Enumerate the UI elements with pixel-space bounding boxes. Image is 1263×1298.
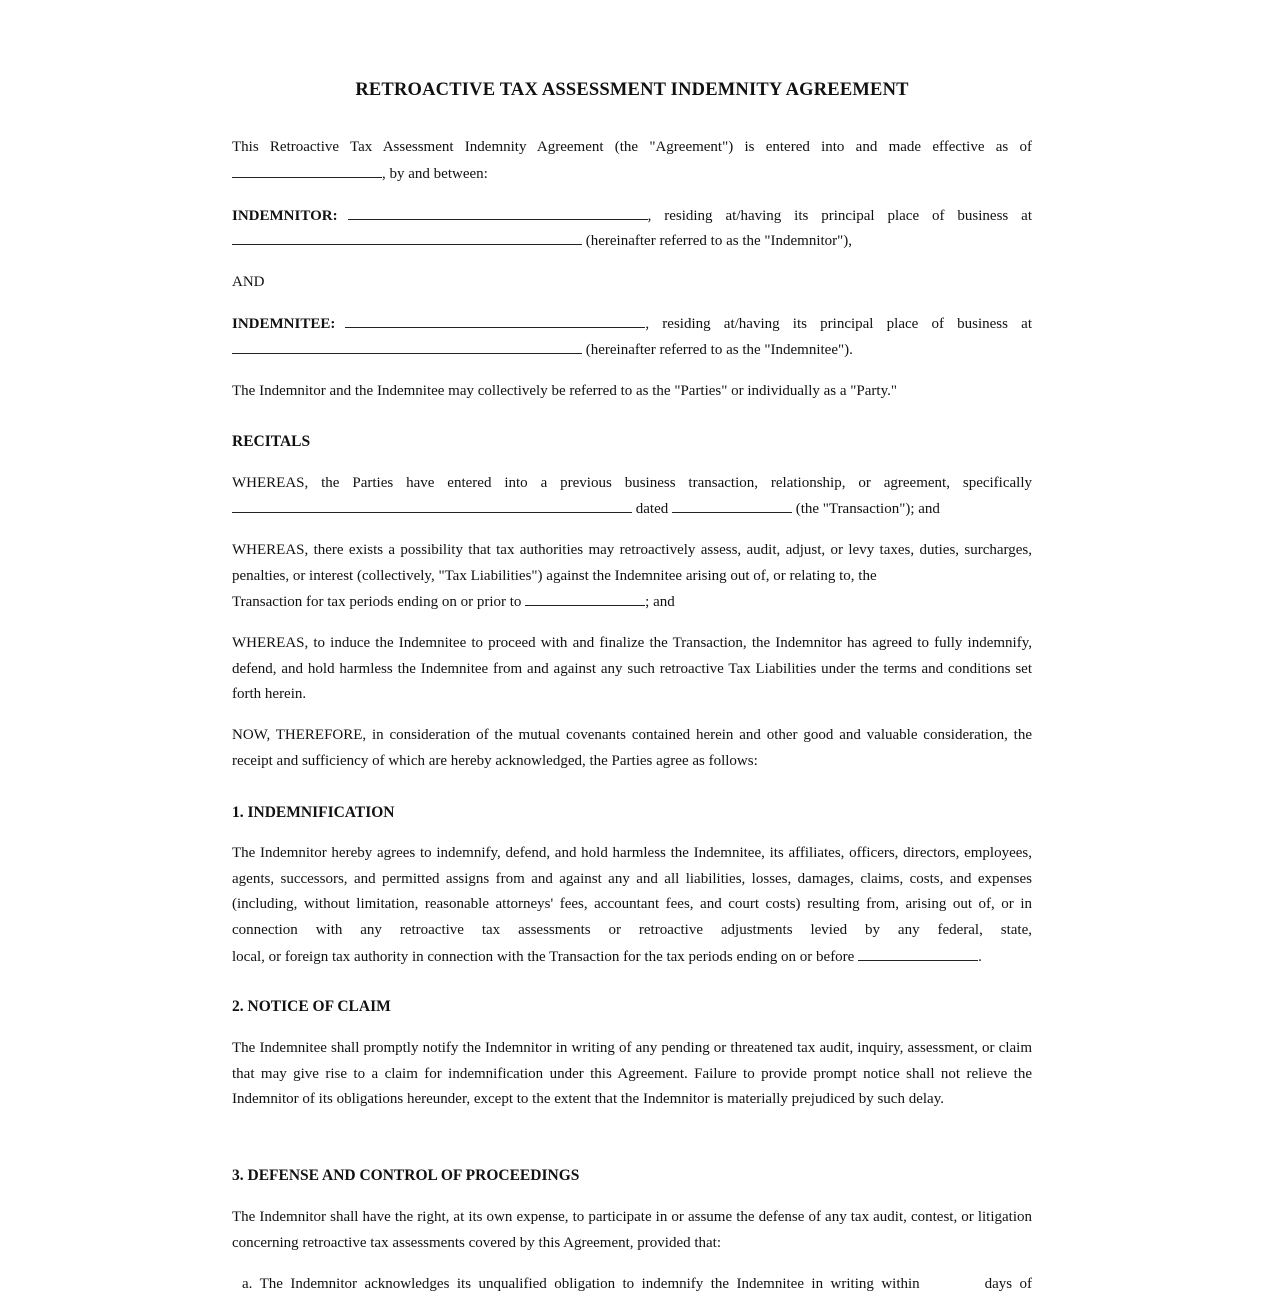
indemnitor-hereinafter: (hereinafter referred to as the "Indemnitor"),: [585, 233, 853, 249]
intro-line-2: [232, 161, 1032, 188]
indemnitee-residing: , residing at/having its principal place of business at: [645, 316, 1032, 332]
section-1-end: .: [978, 949, 982, 965]
item-a-end: days of: [984, 1276, 1032, 1292]
transaction-description-field[interactable]: [232, 496, 632, 513]
section-1-body: The Indemnitor hereby agrees to indemnify, defend, and hold harmless the Indemnitee, its affiliates, officers, directors, employees, agents, successors, and permitted assigns from and against any and all liabilities, losses, damages, claims, costs, and expenses (including, without limitation, reasonable attorneys' fees, accountant fees, and court costs) resulting from, arising out of, or in connection with any retroactive tax assessments or retroactive adjustments levied by any federal, state,: [232, 845, 1032, 938]
whereas-1-line-2: [232, 496, 1032, 523]
whereas-2-text: WHEREAS, there exists a possibility that tax authorities may retroactively assess, audit, adjust, or levy taxes, duties, surcharges, penalties, or interest (collectively, "Tax Liabilities") against the Indemnitee arising out of, or relating to, the: [232, 542, 1032, 584]
section-1-last-line-text: local, or foreign tax authority in connection with the Transaction for the tax periods ending on or before: [232, 949, 855, 965]
section-3-heading: 3. DEFENSE AND CONTROL OF PROCEEDINGS: [232, 1167, 580, 1184]
whereas-2-line-3: [232, 589, 1032, 616]
whereas-2-end: ; and: [645, 594, 675, 610]
indemnitor-line: [232, 203, 1032, 230]
section-3-body: The Indemnitor shall have the right, at its own expense, to participate in or assume the defense of any tax audit, contest, or litigation concerning retroactive tax assessments covered by this Agreement, provided that:: [232, 1209, 1032, 1251]
whereas-1-end: (the "Transaction"); and: [795, 501, 940, 517]
intro-line: This Retroactive Tax Assessment Indemnity Agreement (the "Agreement") is entered into and made effective as of: [232, 139, 1032, 155]
indemnification-date-field[interactable]: [858, 944, 978, 961]
transaction-date-field[interactable]: [672, 496, 792, 513]
section-3-item-a: [242, 1272, 1032, 1298]
section-2-heading: 2. NOTICE OF CLAIM: [232, 998, 391, 1015]
indemnitee-address-field[interactable]: [232, 337, 582, 354]
parties-text: The Indemnitor and the Indemnitee may collectively be referred to as the "Parties" or individually as a "Party.": [232, 383, 897, 399]
indemnitee-name-field[interactable]: [345, 311, 645, 328]
indemnitee-line-2: [232, 337, 1032, 364]
whereas-1-line: WHEREAS, the Parties have entered into a previous business transaction, relationship, or agreement, specifically: [232, 475, 1032, 491]
indemnitee-hereinafter: (hereinafter referred to as the "Indemnitee").: [585, 342, 853, 358]
indemnitee-line: [232, 311, 1032, 338]
intro-suffix: , by and between:: [382, 166, 488, 182]
whereas-3-text: WHEREAS, to induce the Indemnitee to proceed with and finalize the Transaction, the Indemnitor has agreed to fully indemnify, defend, and hold harmless the Indemnitee from and against any such retroactive Tax Liabilities under the terms and conditions set forth herein.: [232, 635, 1032, 703]
whereas-1-dated: dated: [635, 501, 669, 517]
indemnitor-label: INDEMNITOR:: [232, 208, 338, 224]
indemnitee-label: INDEMNITEE:: [232, 316, 336, 332]
item-a-text: a. The Indemnitor acknowledges its unqualified obligation to indemnify the Indemnitee in writing within: [242, 1276, 920, 1292]
section-2-body: The Indemnitee shall promptly notify the Indemnitor in writing of any pending or threatened tax audit, inquiry, assessment, or claim that may give rise to a claim for indemnification under this Agreement. Failure to provide prompt notice shall not relieve the Indemnitor of its obligations hereunder, except to the extent that the Indemnitor is materially prejudiced by such delay.: [232, 1040, 1032, 1108]
section-1-heading: 1. INDEMNIFICATION: [232, 804, 395, 821]
tax-period-date-field[interactable]: [525, 589, 645, 606]
whereas-2-line3-text: Transaction for tax periods ending on or prior to: [232, 594, 522, 610]
recitals-heading: RECITALS: [232, 433, 311, 450]
indemnitor-line-2: [232, 228, 1032, 255]
now-therefore-text: NOW, THEREFORE, in consideration of the mutual covenants contained herein and other good and valuable consideration, the receipt and sufficiency of which are hereby acknowledged, the Parties agree as follows:: [232, 727, 1032, 769]
section-1-last-line: [232, 944, 1032, 971]
indemnitor-name-field[interactable]: [348, 203, 648, 220]
and-text: AND: [232, 274, 265, 290]
indemnitor-address-field[interactable]: [232, 228, 582, 245]
document-title: RETROACTIVE TAX ASSESSMENT INDEMNITY AGREEMENT: [355, 80, 909, 100]
indemnitor-residing: , residing at/having its principal place of business at: [647, 208, 1032, 224]
effective-date-field[interactable]: [232, 161, 382, 178]
